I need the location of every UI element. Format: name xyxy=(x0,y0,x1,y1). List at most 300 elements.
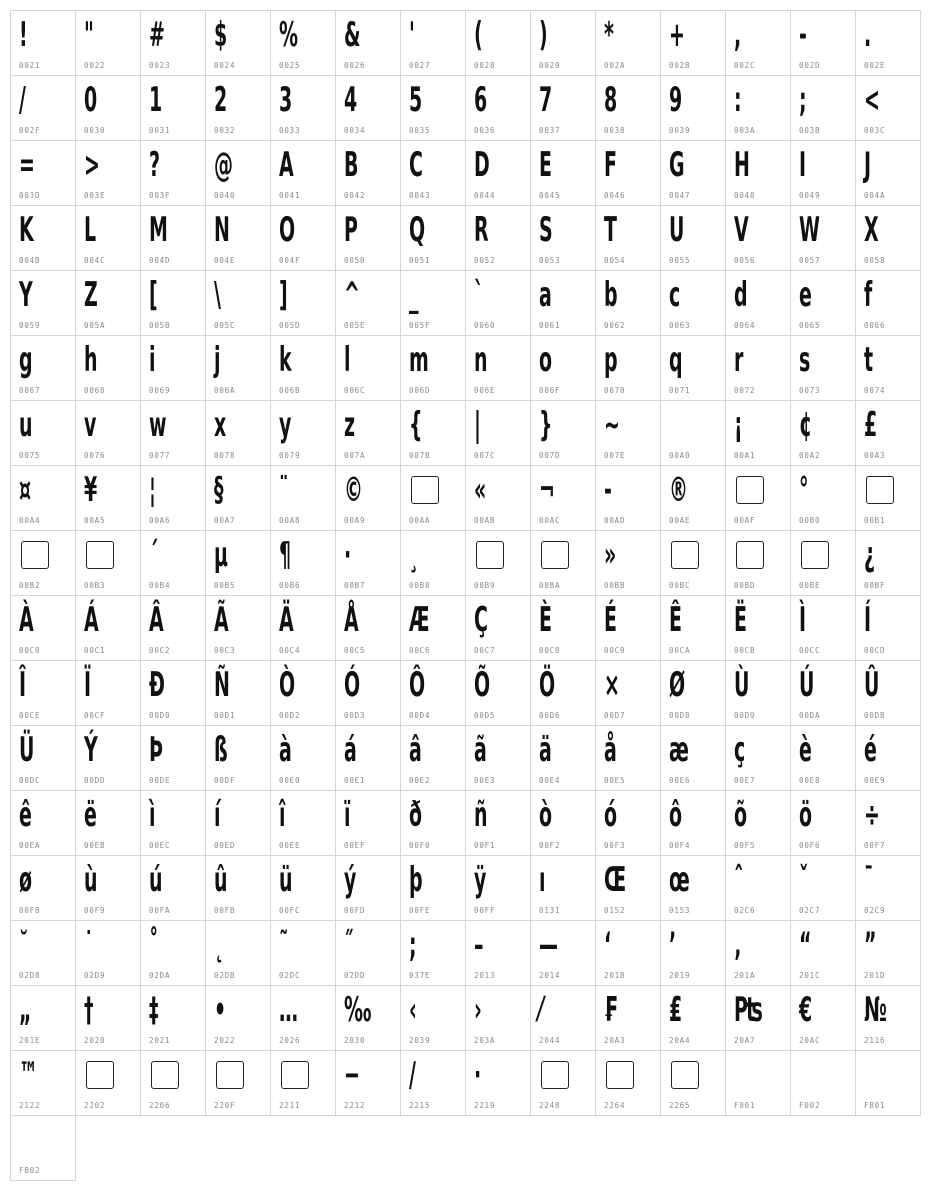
glyph-preview: á xyxy=(344,730,357,770)
glyph-preview: ^ xyxy=(344,275,360,315)
glyph-codepoint-label: 0055 xyxy=(669,256,691,265)
glyph-cell xyxy=(335,530,401,596)
glyph-codepoint-label: 0031 xyxy=(149,126,171,135)
glyph-preview xyxy=(476,541,504,569)
glyph-codepoint-label: 00C8 xyxy=(539,646,561,655)
glyph-preview: 6 xyxy=(474,80,488,120)
glyph-cell xyxy=(140,790,206,856)
glyph-preview xyxy=(86,1061,114,1089)
glyph-preview xyxy=(411,476,439,504)
glyph-codepoint-label: 0037 xyxy=(539,126,561,135)
glyph-cell xyxy=(855,985,921,1051)
glyph-codepoint-label: 0076 xyxy=(84,451,106,460)
glyph-preview: © xyxy=(344,470,363,510)
glyph-codepoint-label: 20AC xyxy=(799,1036,821,1045)
glyph-codepoint-label: 00E5 xyxy=(604,776,626,785)
glyph-codepoint-label: 201C xyxy=(799,971,821,980)
glyph-cell xyxy=(790,140,856,206)
glyph-preview: ð xyxy=(409,795,423,835)
glyph-preview: O xyxy=(279,210,296,250)
glyph-cell xyxy=(75,985,141,1051)
glyph-codepoint-label: 00BE xyxy=(799,581,821,590)
glyph-codepoint-label: 0028 xyxy=(474,61,496,70)
glyph-cell xyxy=(855,400,921,466)
glyph-preview: 2 xyxy=(214,80,228,120)
glyph-codepoint-label: 0025 xyxy=(279,61,301,70)
glyph-cell xyxy=(140,660,206,726)
glyph-cell xyxy=(790,530,856,596)
glyph-codepoint-label: 00B3 xyxy=(84,581,106,590)
glyph-preview: \ xyxy=(214,275,221,315)
glyph-cell xyxy=(530,725,596,791)
glyph-cell xyxy=(270,205,336,271)
glyph-preview: î xyxy=(279,795,286,835)
glyph-codepoint-label: 004B xyxy=(19,256,41,265)
glyph-codepoint-label: 00B7 xyxy=(344,581,366,590)
glyph-preview: Ó xyxy=(344,665,361,705)
glyph-preview: J xyxy=(864,145,872,185)
glyph-preview: õ xyxy=(734,795,748,835)
glyph-cell xyxy=(790,725,856,791)
glyph-codepoint-label: 0054 xyxy=(604,256,626,265)
glyph-preview: ý xyxy=(344,860,357,900)
glyph-preview: » xyxy=(604,535,617,575)
glyph-cell xyxy=(660,790,726,856)
glyph-codepoint-label: 002C xyxy=(734,61,756,70)
glyph-preview: : xyxy=(734,80,742,120)
glyph-preview: = xyxy=(19,145,35,185)
glyph-preview: − xyxy=(344,1055,360,1095)
glyph-codepoint-label: 220F xyxy=(214,1101,236,1110)
glyph-preview: ï xyxy=(344,795,351,835)
glyph-codepoint-label: 00A4 xyxy=(19,516,41,525)
glyph-codepoint-label: 00F8 xyxy=(19,906,41,915)
glyph-preview: — xyxy=(539,925,558,965)
glyph-codepoint-label: 2014 xyxy=(539,971,561,980)
glyph-cell xyxy=(465,660,531,726)
glyph-cell xyxy=(790,790,856,856)
glyph-preview: Î xyxy=(19,665,27,705)
glyph-preview: ä xyxy=(539,730,552,770)
glyph-cell xyxy=(75,660,141,726)
glyph-preview xyxy=(801,541,829,569)
glyph-preview: ₧ xyxy=(734,990,763,1030)
glyph-codepoint-label: 00E0 xyxy=(279,776,301,785)
glyph-preview: Å xyxy=(344,600,359,640)
glyph-preview: ÿ xyxy=(474,860,487,900)
glyph-codepoint-label: 0064 xyxy=(734,321,756,330)
glyph-codepoint-label: 0034 xyxy=(344,126,366,135)
glyph-preview: 8 xyxy=(604,80,618,120)
glyph-cell xyxy=(140,270,206,336)
glyph-preview: u xyxy=(19,405,33,445)
glyph-cell xyxy=(10,335,76,401)
glyph-preview: ˘ xyxy=(19,925,29,965)
glyph-preview: ˝ xyxy=(344,925,354,965)
glyph-codepoint-label: 00DF xyxy=(214,776,236,785)
glyph-preview: ) xyxy=(539,15,548,55)
glyph-codepoint-label: 00C5 xyxy=(344,646,366,655)
glyph-codepoint-label: 00FA xyxy=(149,906,171,915)
glyph-codepoint-label: 02DA xyxy=(149,971,171,980)
glyph-preview: ô xyxy=(669,795,683,835)
glyph-cell xyxy=(530,335,596,401)
glyph-cell xyxy=(595,855,661,921)
glyph-cell xyxy=(75,920,141,986)
glyph-preview: l xyxy=(344,340,351,380)
glyph-cell xyxy=(790,985,856,1051)
glyph-preview xyxy=(151,1061,179,1089)
glyph-cell xyxy=(270,1050,336,1116)
glyph-preview: ù xyxy=(84,860,98,900)
glyph-cell xyxy=(10,1050,76,1116)
glyph-preview: É xyxy=(604,600,617,640)
glyph-codepoint-label: 00EF xyxy=(344,841,366,850)
glyph-preview: [ xyxy=(149,275,158,315)
glyph-preview: Ä xyxy=(279,600,294,640)
glyph-codepoint-label: 005F xyxy=(409,321,431,330)
glyph-preview: K xyxy=(19,210,34,250)
glyph-codepoint-label: 00F4 xyxy=(669,841,691,850)
glyph-cell xyxy=(75,335,141,401)
glyph-cell xyxy=(725,205,791,271)
glyph-preview: £ xyxy=(864,405,878,445)
glyph-preview: i xyxy=(149,340,156,380)
glyph-preview xyxy=(736,541,764,569)
glyph-codepoint-label: FB01 xyxy=(864,1101,886,1110)
glyph-codepoint-label: 00DA xyxy=(799,711,821,720)
glyph-cell xyxy=(660,1050,726,1116)
glyph-codepoint-label: 002F xyxy=(19,126,41,135)
glyph-preview xyxy=(671,541,699,569)
glyph-cell xyxy=(205,985,271,1051)
glyph-preview: … xyxy=(279,990,298,1030)
glyph-cell xyxy=(855,660,921,726)
glyph-preview: Ü xyxy=(19,730,35,770)
glyph-preview: å xyxy=(604,730,617,770)
glyph-cell xyxy=(465,205,531,271)
glyph-cell xyxy=(725,790,791,856)
glyph-preview: 1 xyxy=(149,80,163,120)
glyph-codepoint-label: 00BA xyxy=(539,581,561,590)
glyph-cell xyxy=(725,10,791,76)
glyph-codepoint-label: 0038 xyxy=(604,126,626,135)
glyph-cell xyxy=(205,855,271,921)
glyph-preview: ” xyxy=(864,925,877,965)
glyph-cell xyxy=(530,595,596,661)
glyph-codepoint-label: 005E xyxy=(344,321,366,330)
glyph-cell xyxy=(790,400,856,466)
glyph-codepoint-label: 006D xyxy=(409,386,431,395)
glyph-cell xyxy=(10,205,76,271)
glyph-codepoint-label: 00E2 xyxy=(409,776,431,785)
glyph-codepoint-label: 00E6 xyxy=(669,776,691,785)
glyph-codepoint-label: 2018 xyxy=(604,971,626,980)
glyph-codepoint-label: 0049 xyxy=(799,191,821,200)
glyph-codepoint-label: 00B5 xyxy=(214,581,236,590)
glyph-codepoint-label: 002A xyxy=(604,61,626,70)
glyph-preview: ˛ xyxy=(214,925,224,965)
glyph-cell xyxy=(725,465,791,531)
glyph-cell xyxy=(205,75,271,141)
glyph-cell xyxy=(400,10,466,76)
glyph-cell xyxy=(595,790,661,856)
glyph-cell xyxy=(400,660,466,726)
glyph-codepoint-label: 203A xyxy=(474,1036,496,1045)
glyph-cell xyxy=(660,530,726,596)
glyph-codepoint-label: 20A7 xyxy=(734,1036,756,1045)
glyph-cell xyxy=(335,790,401,856)
glyph-codepoint-label: 00AD xyxy=(604,516,626,525)
glyph-preview: + xyxy=(669,15,685,55)
glyph-preview: Ý xyxy=(84,730,98,770)
glyph-preview: ¶ xyxy=(279,535,292,575)
glyph-cell xyxy=(400,595,466,661)
glyph-preview: Ì xyxy=(799,600,807,640)
glyph-cell xyxy=(75,725,141,791)
glyph-preview: { xyxy=(409,405,423,445)
glyph-codepoint-label: 0071 xyxy=(669,386,691,395)
glyph-preview: ; xyxy=(799,80,807,120)
glyph-preview: – xyxy=(474,925,484,965)
glyph-preview: â xyxy=(409,730,422,770)
glyph-codepoint-label: 004F xyxy=(279,256,301,265)
glyph-codepoint-label: 00B1 xyxy=(864,516,886,525)
glyph-codepoint-label: 00D4 xyxy=(409,711,431,720)
glyph-cell xyxy=(530,660,596,726)
glyph-codepoint-label: 004A xyxy=(864,191,886,200)
glyph-codepoint-label: 00A8 xyxy=(279,516,301,525)
glyph-cell xyxy=(725,595,791,661)
glyph-codepoint-label: 00EA xyxy=(19,841,41,850)
glyph-codepoint-label: 2021 xyxy=(149,1036,171,1045)
glyph-cell xyxy=(855,140,921,206)
glyph-codepoint-label: 0050 xyxy=(344,256,366,265)
glyph-codepoint-label: 00D7 xyxy=(604,711,626,720)
glyph-preview: Ù xyxy=(734,665,750,705)
glyph-cell xyxy=(10,920,76,986)
glyph-preview: Õ xyxy=(474,665,491,705)
glyph-codepoint-label: 004D xyxy=(149,256,171,265)
glyph-codepoint-label: 00AA xyxy=(409,516,431,525)
glyph-preview: o xyxy=(539,340,553,380)
glyph-preview: ( xyxy=(474,15,483,55)
glyph-preview: ¿ xyxy=(864,535,876,575)
glyph-codepoint-label: 0047 xyxy=(669,191,691,200)
glyph-codepoint-label: 00DD xyxy=(84,776,106,785)
glyph-codepoint-label: 00DC xyxy=(19,776,41,785)
glyph-cell xyxy=(855,335,921,401)
glyph-cell xyxy=(530,140,596,206)
glyph-cell xyxy=(10,660,76,726)
glyph-codepoint-label: 0058 xyxy=(864,256,886,265)
glyph-cell xyxy=(660,400,726,466)
glyph-cell xyxy=(465,140,531,206)
glyph-cell xyxy=(465,790,531,856)
glyph-cell xyxy=(855,855,921,921)
glyph-preview: G xyxy=(669,145,685,185)
glyph-preview: þ xyxy=(409,860,423,900)
glyph-preview: w xyxy=(149,405,167,445)
glyph-preview: Ê xyxy=(669,600,682,640)
glyph-codepoint-label: 00F7 xyxy=(864,841,886,850)
glyph-cell xyxy=(140,530,206,596)
glyph-cell xyxy=(270,465,336,531)
glyph-codepoint-label: 004C xyxy=(84,256,106,265)
glyph-preview: ÷ xyxy=(864,795,880,835)
glyph-preview: ¤ xyxy=(19,470,32,510)
glyph-codepoint-label: 0035 xyxy=(409,126,431,135)
glyph-preview: T xyxy=(604,210,617,250)
glyph-preview xyxy=(21,541,49,569)
glyph-preview: ¦ xyxy=(149,470,156,510)
glyph-preview: ˆ xyxy=(734,860,744,900)
glyph-cell xyxy=(270,920,336,986)
glyph-preview: ß xyxy=(214,730,228,770)
glyph-preview: Ï xyxy=(84,665,92,705)
glyph-cell xyxy=(140,985,206,1051)
glyph-codepoint-label: 006F xyxy=(539,386,561,395)
glyph-cell xyxy=(75,10,141,76)
glyph-cell xyxy=(205,140,271,206)
glyph-codepoint-label: 00E3 xyxy=(474,776,496,785)
glyph-codepoint-label: 00D8 xyxy=(669,711,691,720)
glyph-cell xyxy=(725,530,791,596)
glyph-codepoint-label: 2122 xyxy=(19,1101,41,1110)
glyph-cell xyxy=(205,465,271,531)
glyph-preview: ó xyxy=(604,795,618,835)
glyph-preview: µ xyxy=(214,535,228,575)
glyph-cell xyxy=(530,270,596,336)
glyph-codepoint-label: 0079 xyxy=(279,451,301,460)
glyph-cell xyxy=(530,75,596,141)
glyph-cell xyxy=(465,10,531,76)
glyph-cell xyxy=(790,10,856,76)
glyph-preview: N xyxy=(214,210,230,250)
glyph-preview: › xyxy=(474,990,482,1030)
glyph-codepoint-label: 00D3 xyxy=(344,711,366,720)
glyph-codepoint-label: 00E7 xyxy=(734,776,756,785)
glyph-cell xyxy=(270,595,336,661)
glyph-codepoint-label: 2265 xyxy=(669,1101,691,1110)
glyph-preview: c xyxy=(669,275,681,315)
glyph-preview: ’ xyxy=(669,925,677,965)
glyph-cell xyxy=(400,790,466,856)
glyph-codepoint-label: 0074 xyxy=(864,386,886,395)
glyph-preview: ⁄ xyxy=(539,990,543,1030)
glyph-preview: 4 xyxy=(344,80,358,120)
glyph-preview: ö xyxy=(799,795,813,835)
glyph-cell xyxy=(530,205,596,271)
glyph-preview: } xyxy=(539,405,553,445)
glyph-codepoint-label: 201A xyxy=(734,971,756,980)
glyph-codepoint-label: 00CF xyxy=(84,711,106,720)
glyph-cell xyxy=(400,985,466,1051)
glyph-preview: B xyxy=(344,145,359,185)
glyph-cell xyxy=(465,985,531,1051)
glyph-preview: < xyxy=(864,80,880,120)
glyph-preview: Y xyxy=(19,275,33,315)
glyph-codepoint-label: 002B xyxy=(669,61,691,70)
glyph-cell xyxy=(855,790,921,856)
glyph-cell xyxy=(205,725,271,791)
glyph-cell xyxy=(530,855,596,921)
glyph-cell xyxy=(595,400,661,466)
glyph-codepoint-label: 02D9 xyxy=(84,971,106,980)
glyph-cell xyxy=(465,725,531,791)
glyph-cell xyxy=(400,530,466,596)
glyph-codepoint-label: F001 xyxy=(734,1101,756,1110)
glyph-codepoint-label: 00B2 xyxy=(19,581,41,590)
glyph-codepoint-label: 02D8 xyxy=(19,971,41,980)
glyph-cell xyxy=(335,660,401,726)
glyph-codepoint-label: 00EE xyxy=(279,841,301,850)
glyph-preview: q xyxy=(669,340,683,380)
glyph-preview: X xyxy=(864,210,879,250)
glyph-codepoint-label: 00D6 xyxy=(539,711,561,720)
glyph-codepoint-label: 0056 xyxy=(734,256,756,265)
glyph-codepoint-label: 02C9 xyxy=(864,906,886,915)
glyph-preview: / xyxy=(19,80,26,120)
glyph-preview: h xyxy=(84,340,98,380)
glyph-preview: M xyxy=(149,210,168,250)
glyph-codepoint-label: 00E1 xyxy=(344,776,366,785)
glyph-codepoint-label: 0072 xyxy=(734,386,756,395)
glyph-codepoint-label: 2019 xyxy=(669,971,691,980)
glyph-preview: ₣ xyxy=(604,990,618,1030)
glyph-preview: æ xyxy=(669,730,689,770)
glyph-preview: ¬ xyxy=(539,470,555,510)
glyph-codepoint-label: FB02 xyxy=(19,1166,41,1175)
glyph-cell xyxy=(10,985,76,1051)
glyph-preview: ° xyxy=(799,470,809,510)
glyph-codepoint-label: 00C3 xyxy=(214,646,236,655)
glyph-preview: ˙ xyxy=(84,925,94,965)
glyph-cell xyxy=(660,270,726,336)
glyph-cell xyxy=(205,920,271,986)
glyph-codepoint-label: 00F2 xyxy=(539,841,561,850)
glyph-preview: ∕ xyxy=(409,1055,416,1095)
glyph-preview: - xyxy=(604,470,612,510)
glyph-cell xyxy=(10,465,76,531)
glyph-codepoint-label: 0039 xyxy=(669,126,691,135)
glyph-cell xyxy=(855,465,921,531)
glyph-cell xyxy=(855,10,921,76)
glyph-codepoint-label: 0067 xyxy=(19,386,41,395)
glyph-codepoint-label: 00F6 xyxy=(799,841,821,850)
glyph-codepoint-label: 005B xyxy=(149,321,171,330)
glyph-preview: ˜ xyxy=(279,925,289,965)
glyph-preview: V xyxy=(734,210,749,250)
glyph-preview: j xyxy=(214,340,221,380)
glyph-codepoint-label: 0032 xyxy=(214,126,236,135)
glyph-preview: t xyxy=(864,340,874,380)
glyph-codepoint-label: 2039 xyxy=(409,1036,431,1045)
glyph-preview: ´ xyxy=(149,535,159,575)
glyph-preview: v xyxy=(84,405,97,445)
glyph-codepoint-label: 2020 xyxy=(84,1036,106,1045)
glyph-preview: ‘ xyxy=(604,925,612,965)
glyph-cell xyxy=(465,400,531,466)
glyph-codepoint-label: 00C2 xyxy=(149,646,171,655)
glyph-cell xyxy=(660,855,726,921)
glyph-preview xyxy=(866,476,894,504)
glyph-preview: R xyxy=(474,210,489,250)
glyph-cell xyxy=(855,1050,921,1116)
glyph-codepoint-label: 007C xyxy=(474,451,496,460)
glyph-codepoint-label: 02C7 xyxy=(799,906,821,915)
glyph-cell xyxy=(790,270,856,336)
